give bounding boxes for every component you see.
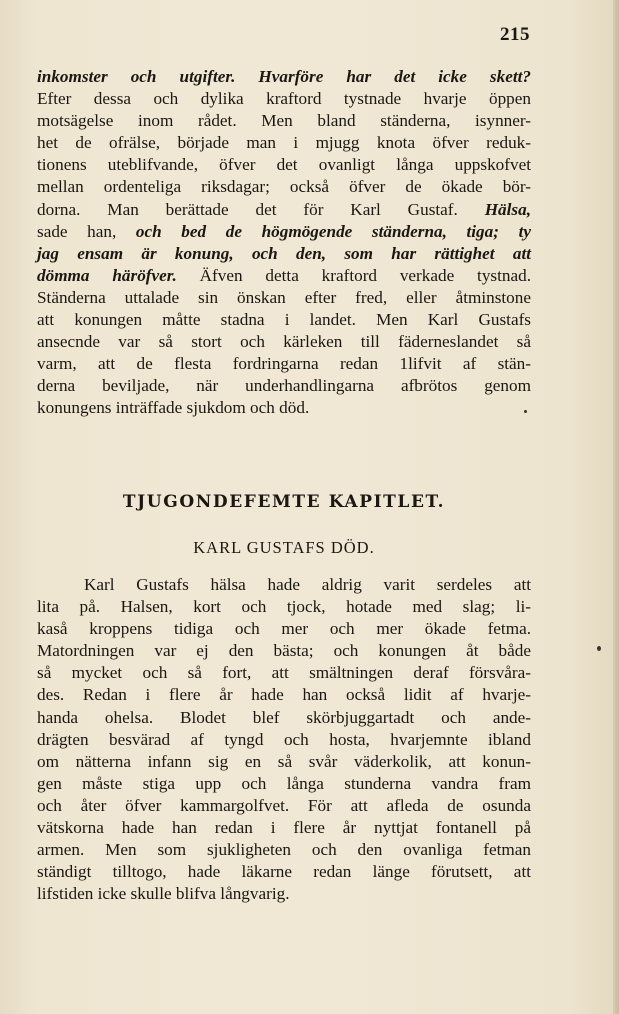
text-line <box>37 176 531 198</box>
text-line-italic-tail: och bed de högmögende ständerna, tiga; ty <box>135 221 531 241</box>
text-line-main: dömma häröfver. <box>37 265 177 285</box>
text-line-main: ansecnde var så stort och kärleken till fäderneslandet så <box>37 332 531 352</box>
text-line <box>37 729 531 751</box>
text-line <box>37 132 531 154</box>
text-line <box>37 199 531 221</box>
text-line-main: gen måste stiga upp och långa stunderna vandra fram <box>37 773 531 793</box>
text-line-main: mellan ordenteliga riksdagar; också öfver de ökade bör- <box>37 177 531 197</box>
text-line-main: drägten besvärad af tyngd och hosta, hvarjemnte ibland <box>37 729 531 749</box>
text-line <box>37 751 531 773</box>
text-line <box>37 861 531 883</box>
page-edge <box>613 0 619 1014</box>
text-line <box>37 110 531 132</box>
text-line <box>37 839 531 861</box>
text-line-main: ständigt tilltogo, hade läkarne redan länge förutsett, att <box>37 862 531 882</box>
upper-paragraph <box>37 66 531 420</box>
text-line <box>37 397 531 419</box>
text-line-main: handa ohelsa. Blodet blef skörbjuggartadt och ande- <box>37 707 531 727</box>
text-line-plain-tail: Äfven detta kraftord verkade tystnad. <box>199 265 531 285</box>
text-line <box>37 707 531 729</box>
text-line <box>37 684 531 706</box>
text-line <box>37 375 531 397</box>
text-line <box>37 243 531 265</box>
text-line-main: varm, att de flesta fordringarna redan 1lifvit af stän- <box>37 354 531 374</box>
text-line-main: derna beviljade, när underhandlingarna afbrötos genom <box>37 376 531 396</box>
text-line <box>37 265 531 287</box>
text-line-main: och åter öfver kammargolfvet. För att afleda de osunda <box>37 795 531 815</box>
text-line-main: inkomster och utgifter. Hvarföre har det icke skett? <box>37 67 531 86</box>
text-line <box>37 883 531 905</box>
text-line <box>37 331 531 353</box>
text-line-main: des. Redan i flere år hade han också lidit af hvarje- <box>37 685 531 705</box>
text-line-main: dorna. Man berättade det för Karl Gustaf. <box>37 199 458 219</box>
text-line-main: konungens inträffade sjukdom och död. <box>37 398 310 418</box>
text-line <box>37 662 531 684</box>
text-line <box>37 795 531 817</box>
text-line <box>37 596 531 618</box>
text-line <box>37 773 531 795</box>
text-line-main: så mycket och så fort, att smältningen deraf försvåra- <box>37 663 531 683</box>
text-line-main: jag ensam är konung, och den, som har rättighet att <box>37 243 531 263</box>
text-line <box>37 574 531 596</box>
text-line <box>37 618 531 640</box>
page-number: 215 <box>500 24 530 45</box>
text-line-main: kaså kroppens tidiga och mer och mer ökade fetma. <box>37 619 531 639</box>
text-line-main: armen. Men som sjukligheten och den ovanliga fetman <box>37 840 531 860</box>
text-line-italic-tail: Hälsa, <box>484 199 532 219</box>
text-line-main: het de ofrälse, började man i mjugg knota öfver reduk- <box>37 133 531 153</box>
text-line-main: Karl Gustafs hälsa hade aldrig varit serdeles att <box>84 575 531 594</box>
text-line-main: om nätterna infann sig en så svår väderkolik, att konun- <box>37 751 531 771</box>
text-line-main: tionens uteblifvande, öfver det ovanligt långa uppskofvet <box>37 155 531 175</box>
text-line-main: vätskorna hade han redan i flere år nyttjat fontanell på <box>37 818 531 838</box>
text-line-main: Ständerna uttalade sin önskan efter fred, eller åtminstone <box>37 287 531 307</box>
chapter-heading: TJUGONDEFEMTE KAPITLET. <box>122 492 446 512</box>
text-line-main: motsägelse inom rådet. Men bland ständerna, isynner- <box>37 111 531 131</box>
text-line <box>37 640 531 662</box>
text-line-main: lita på. Halsen, kort och tjock, hotade med slag; li- <box>37 597 531 617</box>
text-line-main: sade han, <box>37 221 117 241</box>
text-line <box>37 88 531 110</box>
text-line-main: Matordningen var ej den bästa; och konungen åt både <box>37 641 531 661</box>
text-line <box>37 817 531 839</box>
text-line <box>37 353 531 375</box>
paper-speck <box>524 410 527 413</box>
paper-speck <box>597 646 601 651</box>
text-line <box>37 287 531 309</box>
text-line-main: att konungen måtte stadna i landet. Men Karl Gustafs <box>37 310 531 330</box>
lower-paragraph <box>37 574 531 905</box>
text-line <box>37 154 531 176</box>
chapter-subtitle: KARL GUSTAFS DÖD. <box>193 538 375 557</box>
text-line <box>37 221 531 243</box>
text-line-main: Efter dessa och dylika kraftord tystnade hvarje öppen <box>37 89 531 109</box>
text-line <box>37 309 531 331</box>
text-line-main: lifstiden icke skulle blifva långvarig. <box>37 884 290 904</box>
text-line <box>37 66 531 88</box>
